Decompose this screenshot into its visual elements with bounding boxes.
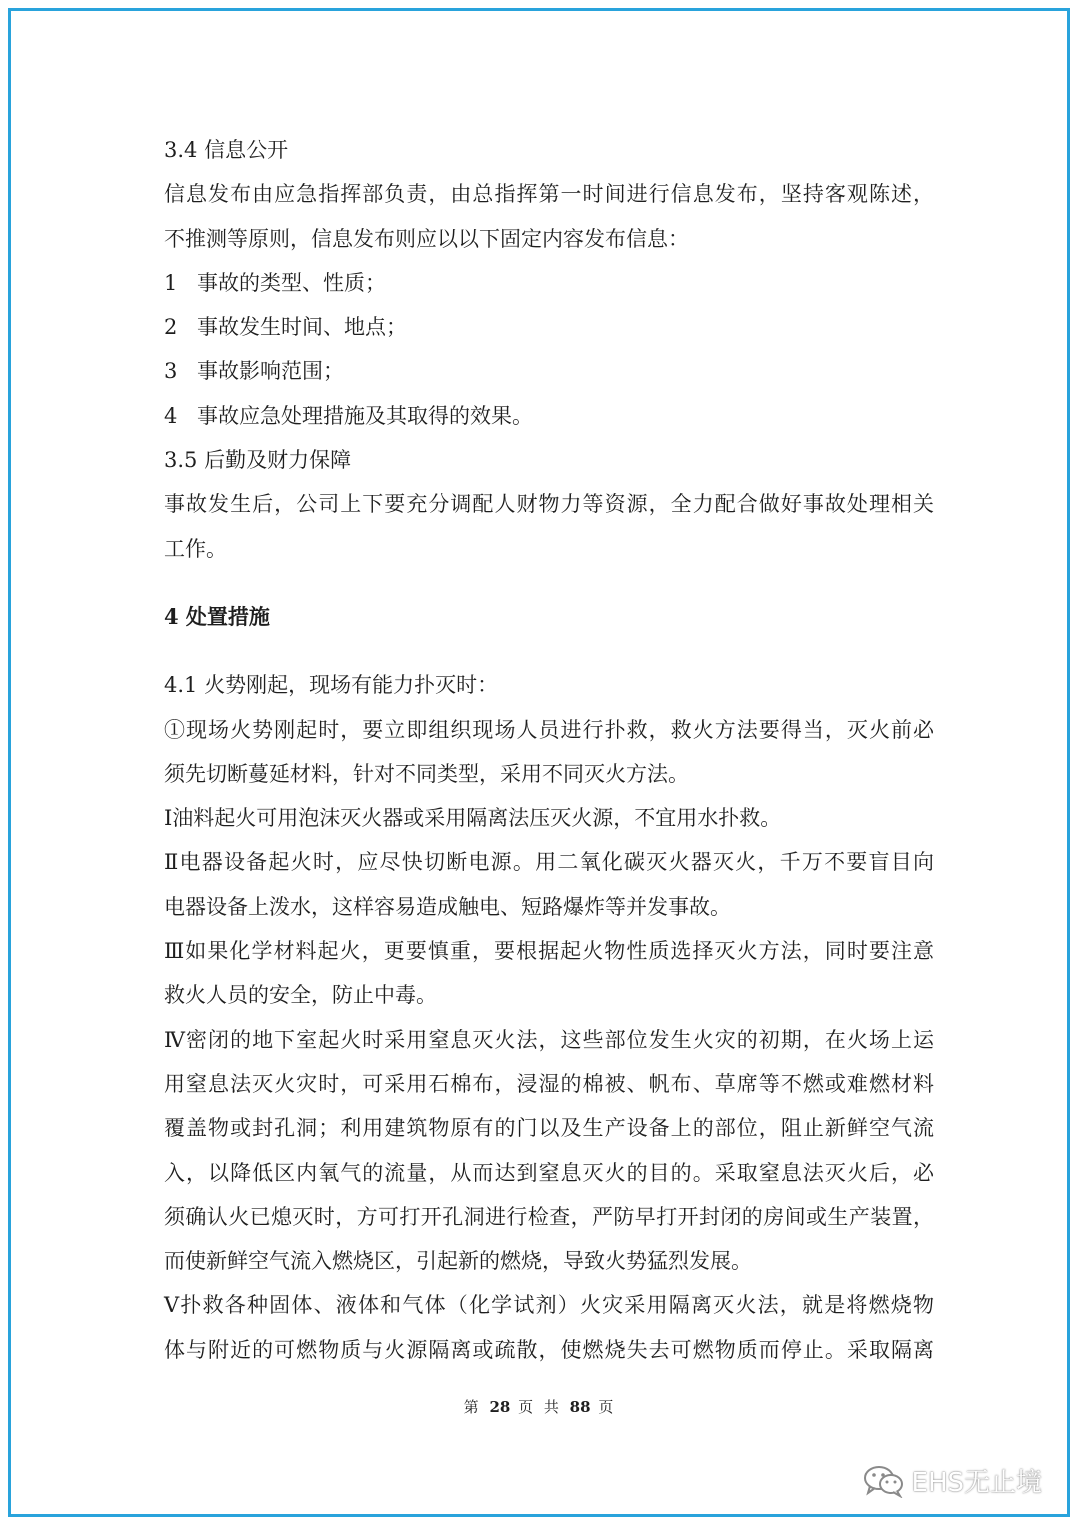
footer-prefix: 第 [463, 1398, 482, 1416]
paragraph-line: 用窒息法灭火灾时，可采用石棉布，浸湿的棉被、帆布、草席等不燃或难燃材料 [164, 1071, 934, 1096]
list-item-number: 4 [164, 403, 178, 428]
list-item-number: 2 [164, 315, 178, 340]
section-heading-4: 4 处置措施 [164, 603, 270, 629]
paragraph-line: 救火人员的安全，防止中毒。 [164, 983, 437, 1008]
paragraph-line: 体与附近的可燃物质与火源隔离或疏散，使燃烧失去可燃物质而停止。采取隔离 [164, 1337, 934, 1362]
list-item [164, 349, 934, 393]
wechat-icon [862, 1464, 906, 1498]
list-item-number: 3 [164, 359, 178, 384]
footer-suffix: 页 [598, 1398, 617, 1416]
footer-middle: 页 共 [518, 1398, 562, 1416]
list-item-text: 事故的类型、性质； [197, 270, 386, 295]
paragraph-line: Ⅲ如果化学材料起火，更要慎重，要根据起火物性质选择灭火方法，同时要注意 [164, 939, 934, 964]
paragraph-line: 覆盖物或封孔洞；利用建筑物原有的门以及生产设备上的部位，阻止新鲜空气流 [164, 1116, 934, 1141]
list-item-text: 事故发生时间、地点； [197, 315, 407, 340]
paragraph-line: 不推测等原则，信息发布则应以以下固定内容发布信息： [164, 226, 689, 251]
total-page-count: 88 [569, 1398, 591, 1416]
list-item [164, 394, 934, 438]
paragraph-line: 电器设备上泼水，这样容易造成触电、短路爆炸等并发事故。 [164, 894, 731, 919]
watermark [862, 1462, 1042, 1499]
paragraph-line: 而使新鲜空气流入燃烧区，引起新的燃烧，导致火势猛烈发展。 [164, 1249, 752, 1274]
list-item-text: 事故应急处理措施及其取得的效果。 [197, 403, 533, 428]
section-heading-3-5: 3.5 后勤及财力保障 [164, 448, 352, 473]
paragraph-line: 信息发布由应急指挥部负责，由总指挥第一时间进行信息发布，坚持客观陈述， [164, 182, 934, 207]
paragraph-line: 须先切断蔓延材料，针对不同类型，采用不同灭火方法。 [164, 761, 689, 786]
paragraph-line: Ⅱ电器设备起火时，应尽快切断电源。用二氧化碳灭火器灭火，千万不要盲目向 [164, 850, 934, 875]
watermark-text: EHS无止境 [911, 1468, 1042, 1498]
list-item [164, 305, 934, 349]
paragraph-line: Ⅴ扑救各种固体、液体和气体（化学试剂）火灾采用隔离灭火法，就是将燃烧物 [164, 1293, 934, 1318]
paragraph-line: Ⅰ油料起火可用泡沫灭火器或采用隔离法压灭火源，不宜用水扑救。 [164, 806, 782, 831]
page-footer [0, 1396, 1080, 1417]
paragraph-line: ①现场火势刚起时，要立即组织现场人员进行扑救，救火方法要得当，灭火前必 [164, 717, 934, 742]
document-body [164, 128, 934, 1372]
list-item-text: 事故影响范围； [197, 359, 344, 384]
paragraph-line: Ⅳ密闭的地下室起火时采用窒息灭火法，这些部位发生火灾的初期，在火场上运 [164, 1027, 934, 1052]
current-page-number: 28 [489, 1398, 511, 1416]
paragraph-line: 事故发生后，公司上下要充分调配人财物力等资源，全力配合做好事故处理相关 [164, 492, 934, 517]
paragraph-line: 须确认火已熄灭时，方可打开孔洞进行检查，严防早打开封闭的房间或生产装置， [164, 1204, 934, 1229]
paragraph-line: 工作。 [164, 536, 227, 561]
paragraph-line: 入，以降低区内氧气的流量，从而达到窒息灭火的目的。采取窒息法灭火后，必 [164, 1160, 934, 1185]
section-heading-4-1: 4.1 火势刚起，现场有能力扑灭时： [164, 673, 499, 698]
list-item-number: 1 [164, 270, 178, 295]
section-heading-3-4: 3.4 信息公开 [164, 138, 289, 162]
list-item [164, 261, 934, 305]
